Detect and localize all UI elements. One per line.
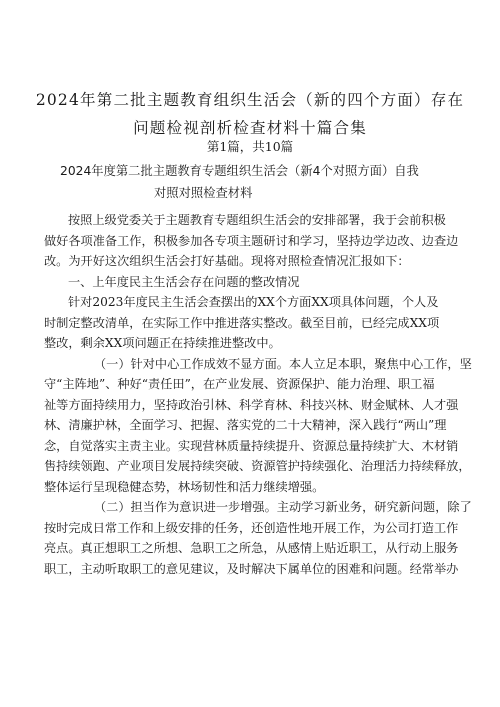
paragraph-line: 守“主阵地”、种好“责任田”，在产业发展、资源保护、能力治理、职工福 (44, 377, 435, 391)
paragraph-line: 售持续领跑、产业项目发展持续突破、资源管护持续强化、治理活力持续释放， (44, 459, 471, 473)
section-subtitle-line-1: 2024年度第二批主题教育专题组织生活会（新4个对照方面）自我 (60, 164, 419, 178)
paragraph-line: 念，自觉落实主责主业。实现营林质量持续提升、资源总量持续扩大、木材销 (44, 438, 459, 453)
document-title (24, 86, 476, 142)
section-heading-text: 一、上年度民主生活会存在问题的整改情况 (68, 274, 300, 289)
paragraph-line: 按照上级党委关于主题教育专题组织生活会的安排部署，我于会前积极 (68, 213, 446, 227)
paragraph-line: （一）针对中心工作成效不显方面。本人立足本职，聚焦中心工作，坚 (94, 356, 472, 371)
paragraph-line: 祉等方面持续用力，坚持政治引林、科学育林、科技兴林、财金赋林、人才强 (44, 397, 459, 412)
summary-paragraph (44, 292, 464, 354)
section-counter: 第1篇，共10篇 (206, 139, 294, 154)
paragraph-line: 林、清廉护林，全面学习、把握、落实党的二十大精神，深入践行“两山”理 (44, 418, 447, 432)
paragraph-line: 职工，主动听取职工的意见建议，及时解决下属单位的困难和问题。经常举办 (44, 561, 459, 576)
paragraph-line: 做好各项准备工作，积极参加各专项主题研讨和学习，坚持边学边改、边查边 (44, 233, 459, 248)
paragraph-line: 整改，剩余XX项问题正在持续推进整改中。 (44, 336, 281, 350)
paragraph-line: 亮点。真正想职工之所想、急职工之所急，从感情上贴近职工，从行动上服务 (44, 541, 459, 555)
document-title-line-2: 问题检视剖析检查材料十篇合集 (133, 119, 367, 137)
document-title-line-1: 2024年第二批主题教育组织生活会（新的四个方面）存在 (35, 91, 465, 109)
item-two-paragraph (44, 497, 472, 579)
section-subtitle (60, 160, 460, 204)
paragraph-line: 按时完成日常工作和上级安排的任务，还创造性地开展工作，为公司打造工作 (44, 520, 459, 535)
item-one-paragraph (44, 354, 472, 498)
section-heading (44, 272, 464, 293)
section-subtitle-line-2: 对照对照检查材料 (154, 186, 253, 200)
paragraph-line: 改。为开好这次组织生活会打好基础。现将对照检查情况汇报如下： (44, 254, 410, 268)
intro-paragraph (44, 210, 464, 272)
paragraph-line: 针对2023年度民主生活会查摆出的XX个方面XX项具体问题，个人及 (68, 295, 439, 309)
paragraph-line: （二）担当作为意识进一步增强。主动学习新业务，研究新问题，除了 (94, 500, 472, 514)
paragraph-line: 时制定整改清单，在实际工作中推进落实整改。截至目前，已经完成XX项 (44, 315, 440, 330)
document-body (44, 210, 472, 579)
paragraph-line: 整体运行呈现稳健态势，林场韧性和活力继续增强。 (44, 479, 325, 494)
